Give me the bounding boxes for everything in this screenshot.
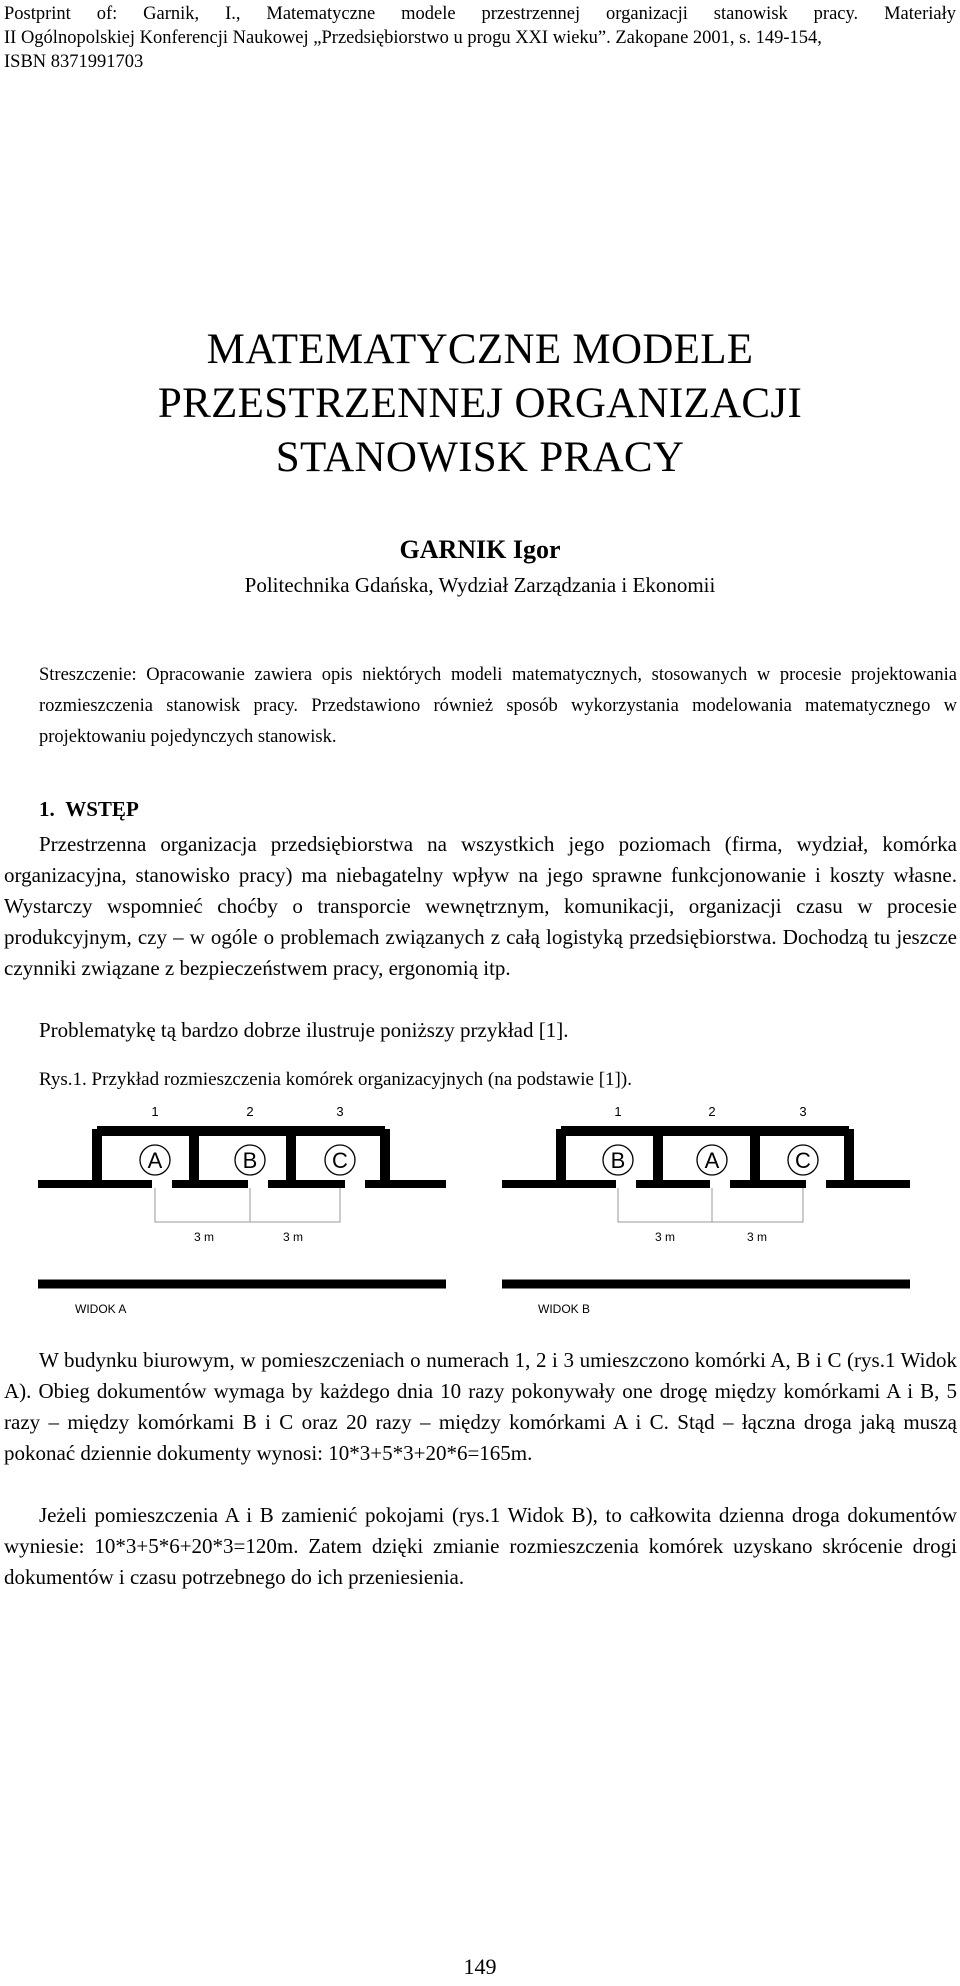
paragraph-example-view-b-text: Jeżeli pomieszczenia A i B zamienić pokojami (rys.1 Widok B), to całkowita dzienna droga dokumentów wyniesie: 10*3+5*6+20*3=120m. Zatem dzięki zmianie rozmieszczenia komórek uzyskano skrócenie drogi dokumentów i czasu potrzebnego do ich przeniesienia.	[4, 1503, 957, 1589]
postprint-line-3: ISBN 8371991703	[4, 52, 144, 72]
postprint-line-1: Postprint of: Garnik, I., Matematyczne modele przestrzennej organizacji stanowisk pracy. Materiały	[4, 4, 956, 24]
view-b-diagram	[502, 1104, 910, 1316]
paper-title-line-2: PRZESTRZENNEJ ORGANIZACJI	[157, 380, 803, 427]
view-b-room-number: 3	[799, 1104, 807, 1119]
paragraph-intro	[4, 829, 957, 984]
paragraph-example-view-a-text: W budynku biurowym, w pomieszczeniach o numerach 1, 2 i 3 umieszczono komórki A, B i C (rys.1 Widok A). Obieg dokumentów wymaga by każdego dnia 10 razy pokonywały one drogę między komórkami A i B, 5 razy – między komórkami B i C oraz 20 razy – między komórkami A i C. Stąd – łączna droga jaką muszą pokonać dziennie dokumenty wynosi: 10*3+5*3+20*6=165m.	[4, 1348, 957, 1465]
paragraph-example-view-b	[4, 1500, 957, 1593]
author-name: GARNIK Igor	[399, 535, 561, 564]
postprint-note	[4, 2, 956, 74]
view-a-cell-label: A	[147, 1148, 163, 1173]
view-b-label: WIDOK B	[538, 1302, 591, 1316]
section-title: WSTĘP	[65, 797, 139, 821]
paragraph-example-intro: Problematykę tą bardzo dobrze ilustruje poniższy przykład [1].	[39, 1018, 569, 1042]
paragraph-intro-text: Przestrzenna organizacja przedsiębiorstwa na wszystkich jego poziomach (firma, wydział, komórka organizacyjna, stanowisko pracy) ma niebagatelny wpływ na jego sprawne funkcjonowanie i koszty własne. Wystarczy wspomnieć choćby o transporcie wewnętrznym, komunikacji, organizacji czasu w procesie produkcyjnym, czy – w ogóle o problemach związanych z całą logistyką przedsiębiorstwa. Dochodzą tu jeszcze czynniki związane z bezpieczeństwem pracy, ergonomią itp.	[4, 832, 957, 980]
author-affiliation: Politechnika Gdańska, Wydział Zarządzania i Ekonomii	[244, 573, 716, 597]
view-a-distance-lines	[155, 1188, 340, 1222]
page-number: 149	[463, 1954, 497, 1979]
view-a-label: WIDOK A	[75, 1302, 127, 1316]
room-layout-diagram	[0, 1098, 960, 1338]
view-a-room-number: 1	[151, 1104, 159, 1119]
view-a-cell-label: B	[242, 1148, 258, 1173]
figure-room-layout	[0, 1098, 960, 1338]
view-a-distance-label: 3 m	[193, 1230, 215, 1244]
paragraph-example-view-a	[4, 1345, 957, 1469]
view-a-room-number: 3	[336, 1104, 344, 1119]
paper-title-line-1: MATEMATYCZNE MODELE	[206, 326, 754, 373]
view-a-room-number: 2	[246, 1104, 254, 1119]
view-a-cell-label: C	[332, 1148, 348, 1173]
view-b-room-number: 2	[708, 1104, 716, 1119]
section-heading	[39, 795, 139, 823]
abstract: Streszczenie: Opracowanie zawiera opis niektórych modeli matematycznych, stosowanych w procesie projektowania rozmieszczenia stanowisk pracy. Przedstawiono również sposób wykorzystania modelowania matematycznego w projektowaniu pojedynczych stanowisk.	[39, 665, 957, 747]
view-b-distance-lines	[618, 1188, 803, 1222]
paper-title-line-3: STANOWISK PRACY	[275, 434, 685, 481]
view-b-distance-label: 3 m	[746, 1230, 768, 1244]
figure-caption: Rys.1. Przykład rozmieszczenia komórek organizacyjnych (na podstawie [1]).	[39, 1069, 632, 1090]
view-b-cell-label: A	[704, 1148, 720, 1173]
view-a-diagram	[38, 1104, 446, 1316]
view-b-cell-label: B	[610, 1148, 626, 1173]
postprint-line-2: II Ogólnopolskiej Konferencji Naukowej „Przedsiębiorstwo u progu XXI wieku”. Zakopane 2001, s. 149-154,	[4, 28, 822, 48]
view-b-cell-label: C	[795, 1148, 811, 1173]
view-b-distance-label: 3 m	[654, 1230, 676, 1244]
view-b-room-number: 1	[614, 1104, 622, 1119]
view-a-distance-label: 3 m	[282, 1230, 304, 1244]
section-number: 1.	[39, 797, 55, 821]
